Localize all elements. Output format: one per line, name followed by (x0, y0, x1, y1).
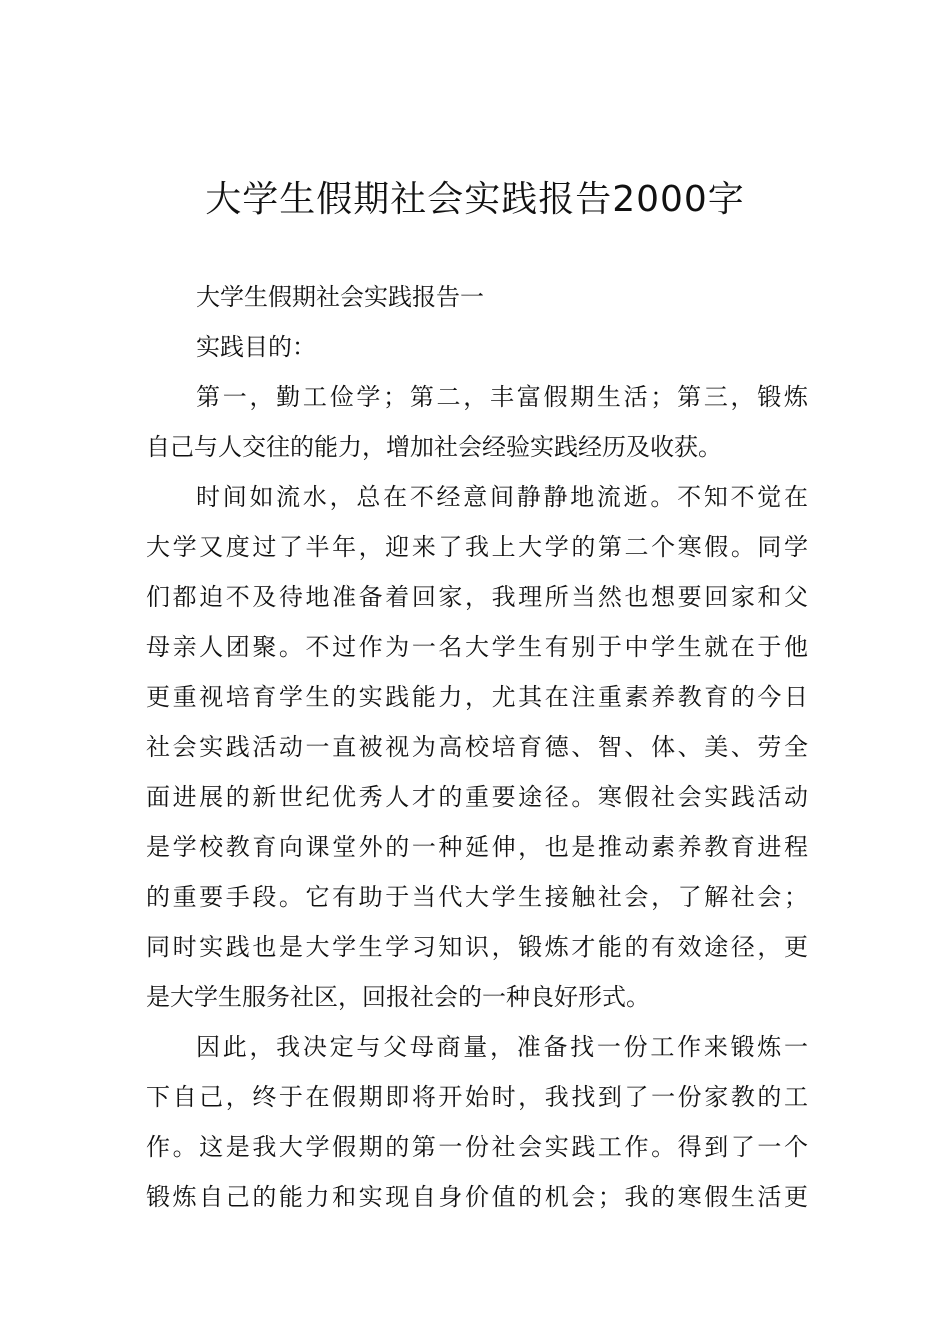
document-title: 大学生假期社会实践报告2000字 (205, 179, 745, 220)
body-line: 是学校教育向课堂外的一种延伸，也是推动素养教育进程 (146, 833, 808, 861)
body-line: 大学生假期社会实践报告一 (196, 283, 484, 311)
body-line: 母亲人团聚。不过作为一名大学生有别于中学生就在于他 (146, 633, 808, 661)
body-line: 作。这是我大学假期的第一份社会实践工作。得到了一个 (146, 1133, 808, 1161)
body-line: 第一，勤工俭学；第二，丰富假期生活；第三，锻炼 (196, 383, 808, 411)
body-line: 更重视培育学生的实践能力，尤其在注重素养教育的今日 (146, 683, 808, 711)
body-line: 的重要手段。它有助于当代大学生接触社会，了解社会； (146, 883, 808, 911)
body-line: 实践目的： (196, 333, 316, 361)
body-line: 自己与人交往的能力，增加社会经验实践经历及收获。 (146, 433, 722, 461)
body-line: 社会实践活动一直被视为高校培育德、智、体、美、劳全 (146, 733, 808, 761)
body-line: 下自己，终于在假期即将开始时，我找到了一份家教的工 (146, 1083, 808, 1111)
body-line: 同时实践也是大学生学习知识，锻炼才能的有效途径，更 (146, 933, 808, 961)
body-line: 大学又度过了半年，迎来了我上大学的第二个寒假。同学 (146, 533, 808, 561)
body-line: 是大学生服务社区，回报社会的一种良好形式。 (146, 983, 650, 1011)
body-line: 时间如流水，总在不经意间静静地流逝。不知不觉在 (196, 483, 808, 511)
body-line: 锻炼自己的能力和实现自身价值的机会；我的寒假生活更 (146, 1183, 808, 1211)
document-body (146, 272, 808, 1222)
body-line: 面进展的新世纪优秀人才的重要途径。寒假社会实践活动 (146, 783, 808, 811)
body-line: 因此，我决定与父母商量，准备找一份工作来锻炼一 (196, 1033, 808, 1061)
body-line: 们都迫不及待地准备着回家，我理所当然也想要回家和父 (146, 583, 808, 611)
